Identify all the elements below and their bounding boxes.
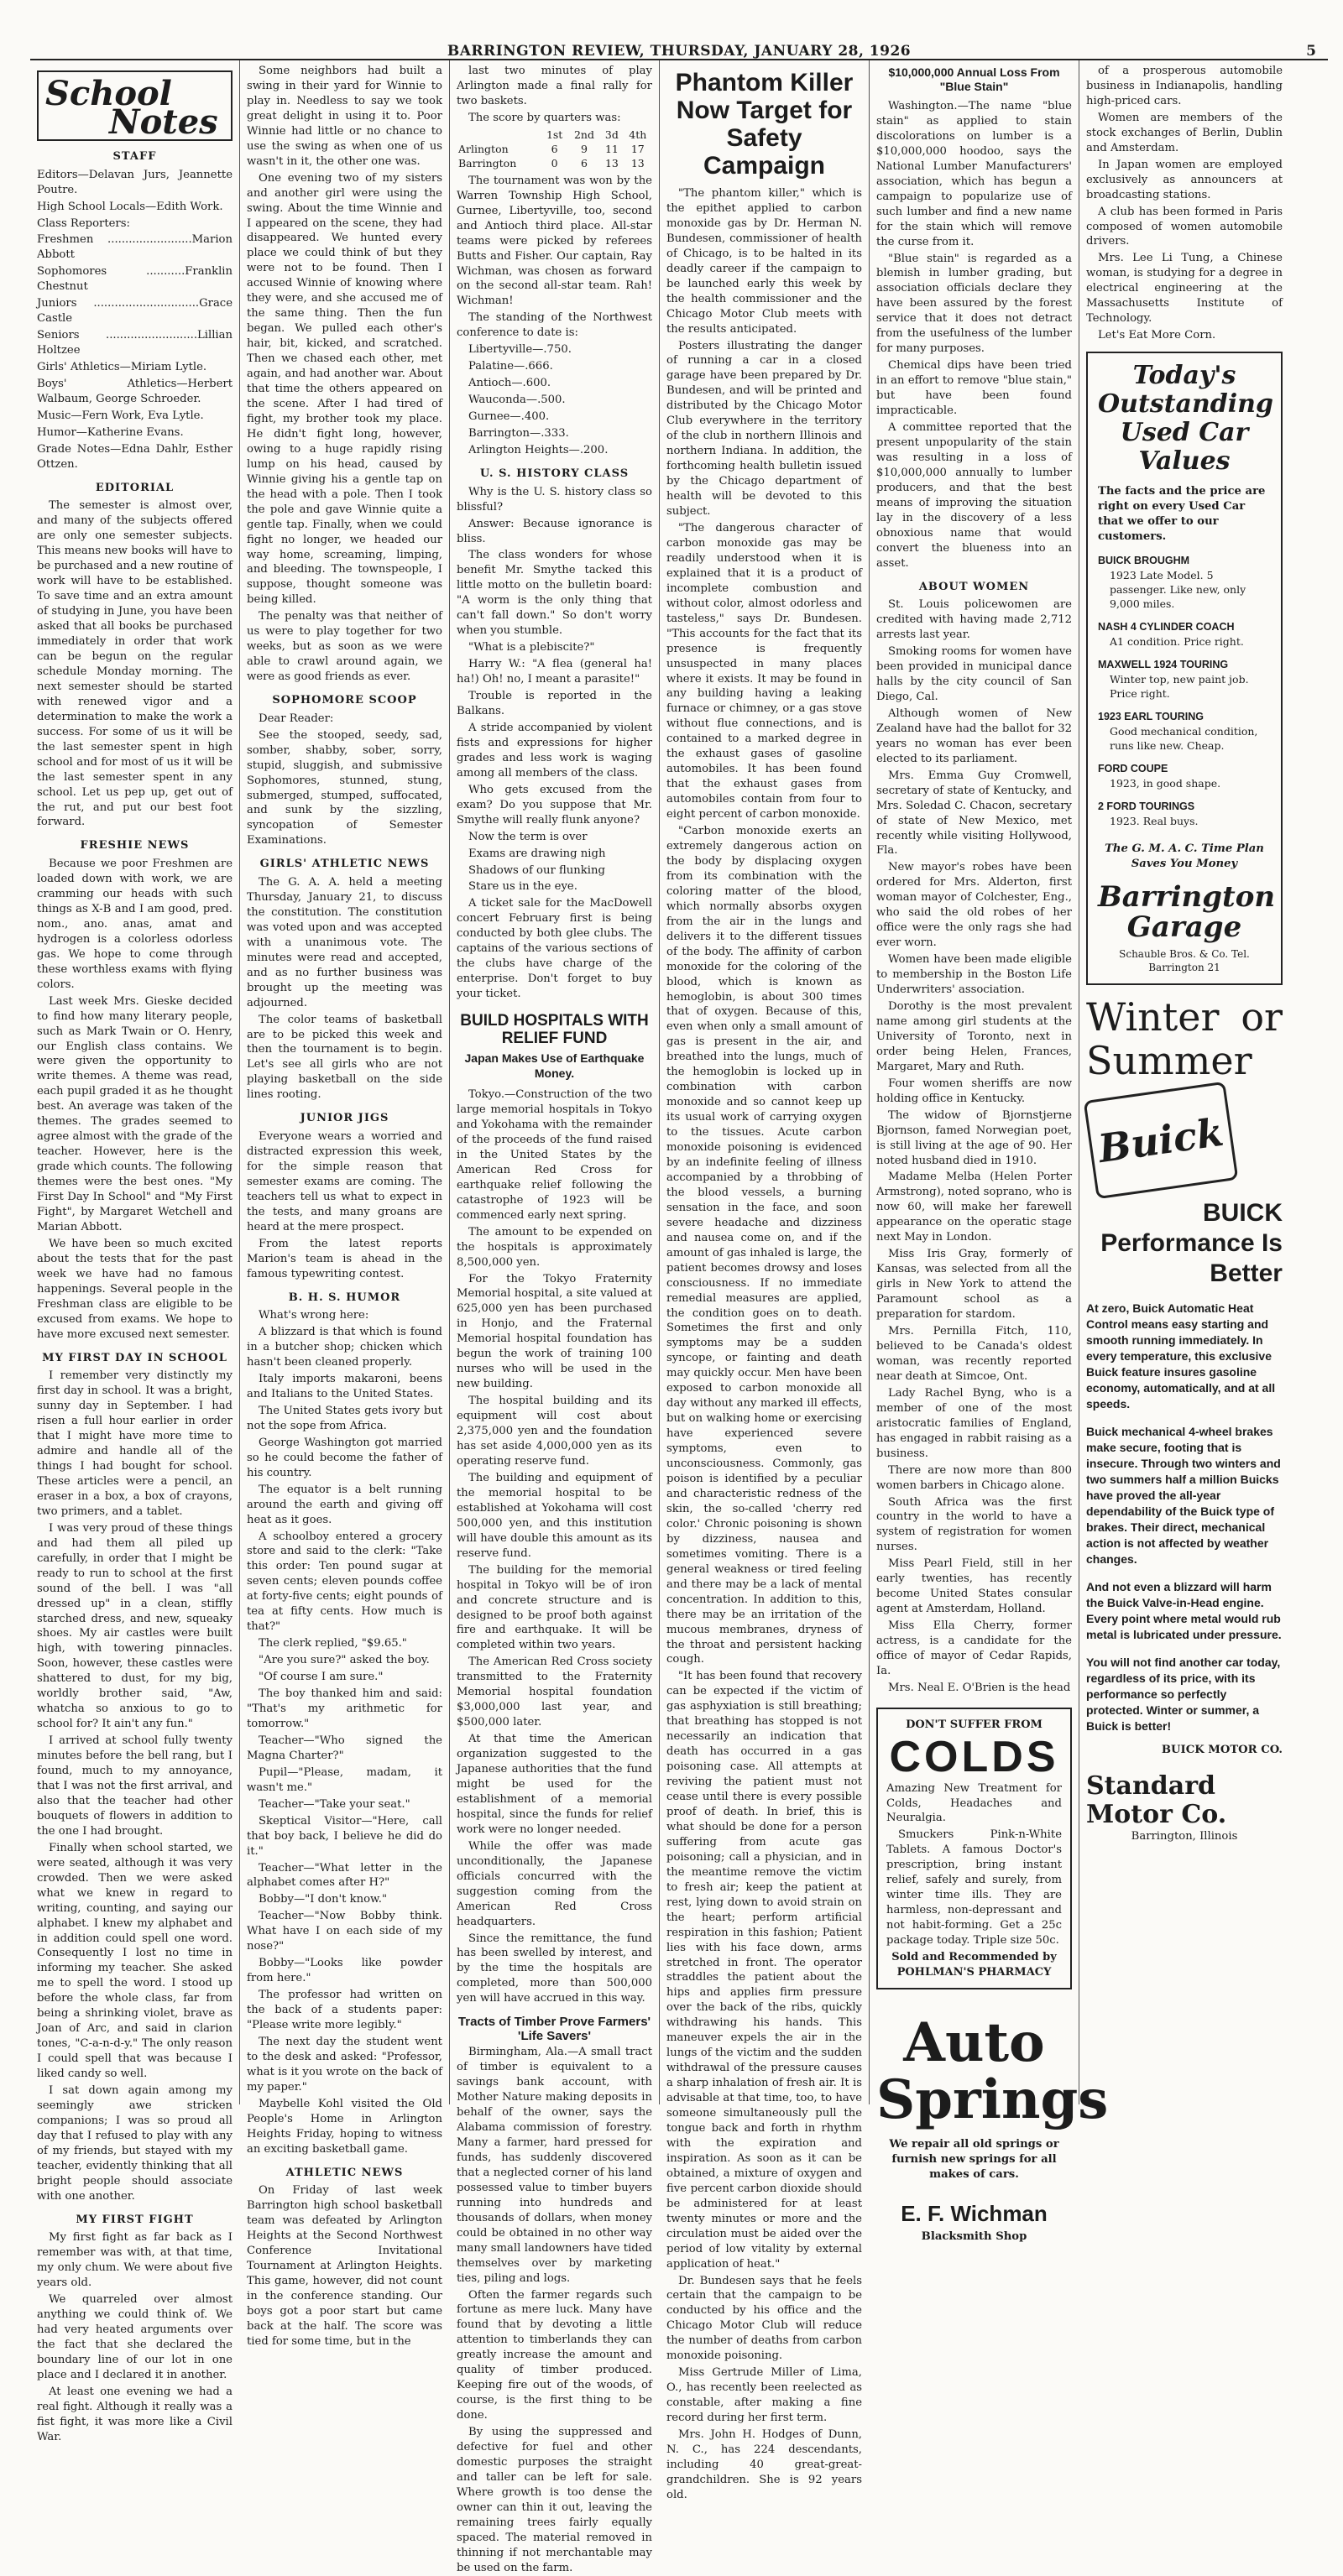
paragraph: Editors—Delavan Jurs, Jeannette Poutre. — [37, 168, 233, 196]
used-car-desc: Good mechanical condition, runs like new. Cheap. — [1110, 724, 1258, 752]
paragraph: The next day the student went to the desk and asked: "Professor, what is it you wrote on the back of my paper." — [247, 2036, 442, 2094]
paragraph: By using the suppressed and defective for fuel and other domestic purposes the straight and taller can be left for sale. Where growth is too dense the owner can thin it out, leaving the remaining trees fairly equally spaced. The material removed in thinning if not merchantable may be used on the farm. — [457, 2426, 652, 2574]
buick-ad-p3: And not even a blizzard will harm the Buick Valve-in-Head engine. Every point where metal would rub metal is lubricated under pressure. — [1086, 1579, 1282, 1641]
score-header-cell — [457, 128, 541, 142]
women-body — [876, 597, 1072, 1696]
garage-ad-title: Today's Outstanding Used Car Values — [1098, 361, 1273, 477]
paragraph: Barrington—.333. — [468, 427, 569, 441]
buick-ad-headline: Winter or Summer — [1086, 993, 1283, 1083]
paragraph: Pupil—"Please, madam, it wasn't me." — [247, 1765, 442, 1794]
used-car-item — [1098, 709, 1271, 753]
paragraph: Chemical dips have been tried in an effort to remove "blue stain," but have been found impracticable. — [876, 359, 1072, 418]
garage-ad — [1086, 352, 1283, 984]
garage-ad-intro: The facts and the price are right on every Used Car that we offer to our customers. — [1098, 485, 1266, 544]
paragraph: Because we poor Freshmen are loaded down with work, we are cramming our heads with such things as X-B and I am good, pred. nom., ano. anas, amat and hydrogen is a colorless odorless gas. We hope to come through these worthless exams with flying colors. — [37, 858, 233, 991]
paragraph: The equator is a belt running around the earth and giving off heat as it goes. — [247, 1483, 442, 1526]
paragraph: Teacher—"What letter in the alphabet comes after H?" — [247, 1861, 442, 1890]
humor-heading: B. H. S. HUMOR — [288, 1291, 401, 1304]
colds-ad-body: Amazing New Treatment for Colds, Headaches and Neuralgia. — [886, 1781, 1062, 1825]
paragraph: Shadows of our flunking — [468, 863, 605, 877]
phantom-body — [666, 186, 862, 2503]
garage-ad-plan: The G. M. A. C. Time Plan Saves You Money — [1105, 842, 1264, 870]
paragraph: Sophomores ...........Franklin Chestnut — [37, 265, 233, 294]
used-car-name: NASH 4 CYLINDER COACH — [1098, 620, 1235, 633]
paragraph: Tokyo.—Construction of the two large memorial hospitals in Tokyo and Yokohama with the remainder of the proceeds of the fund raised in the United States by the American Red Cross for earthquake relief following the catastrophe of 1923 will be commenced early next spring. — [457, 1088, 652, 1222]
buick-ad-p2: Buick mechanical 4-wheel brakes make secure, footing that is insecure. Through two winters and two summers half a million Buicks have proved the all-year dependability of the Buick type of brakes. Their direct, mechanical action is not affected by weather changes. — [1086, 1424, 1281, 1566]
paragraph: Teacher—"Who signed the Magna Charter?" — [247, 1734, 442, 1762]
springs-ad-name: E. F. Wichman — [901, 2201, 1048, 2227]
paragraph: Last week Mrs. Gieske decided to find how many literary people, such as Mark Twain or O. Henry, our English class contains. We were given the opportunity to write themes. A theme was read, each pupil graded it as he thought best. An average was taken of the themes. The grades seemed to agree almost with the grade of the teacher. However, here is the grade which counts. The following themes were the best ones. "My First Day In School" and "My First Fight", by Margaret Wetchell and Marian Abbott. — [37, 994, 233, 1233]
used-car-name: MAXWELL 1924 TOURING — [1098, 658, 1229, 670]
paragraph: At least one evening we had a real fight. Although it really was a fist fight, it was more like a Civil War. — [37, 2385, 233, 2443]
paragraph: Finally when school started, we were seated, although it was very crowded. Then we were asked what we knew in regard to writing, counting, and saying our alphabet. I knew my alphabet and in addition could spell one word. Consequently I lost no time in informing my teacher. She asked me to spell the word. I stood up before the whole class, far from being a shrinking violet, brave as Joan of Arc, and said in clarion tones, "C-a-n-d-y." The only reason I could spell that was because I liked candy so well. — [37, 1841, 233, 2081]
score-cell: 13 — [604, 156, 619, 169]
paragraph: Skeptical Visitor—"Here, call that boy back, I believe he did do it." — [247, 1814, 442, 1858]
buick-ad-town: Barrington, Illinois — [1131, 1830, 1238, 1843]
sophomore-body — [247, 712, 442, 849]
used-car-desc: 1923, in good shape. — [1110, 776, 1221, 790]
used-car-desc: 1923. Real buys. — [1110, 814, 1199, 827]
paragraph: The professor had written on the back of a students paper: "Please write more legibly." — [247, 1989, 442, 2032]
paragraph: Dear Reader: — [259, 712, 334, 725]
paragraph: Boys' Athletics—Herbert Walbaum, George Schroeder. — [37, 378, 233, 406]
column-1 — [30, 60, 240, 2443]
paragraph: Posters illustrating the danger of running a car in a closed garage have been prepared by Dr. Bundesen, and will be printed and distributed by the Chicago Motor Club everywhere in the territory of the club in northern Illinois and northern Indiana. In addition, the forthcoming health bulletin issued by the Chicago department of health will be devoted to this subject. — [666, 339, 862, 519]
staff-list — [37, 168, 233, 472]
column-2 — [240, 60, 450, 2348]
paragraph: While the offer was made unconditionally, the Japanese officials concurred with the suggestion coming from the American Red Cross headquarters. — [457, 1839, 652, 1928]
junior-heading: JUNIOR JIGS — [300, 1112, 389, 1125]
timber-body — [457, 2045, 652, 2575]
paragraph: Lady Rachel Byng, who is a member of one of the most aristocratic families of England, has engaged in rabbit raising as a business. — [876, 1386, 1072, 1460]
paragraph: Now the term is over — [468, 830, 588, 843]
girls-athletic-heading: GIRLS' ATHLETIC NEWS — [259, 858, 430, 871]
first-day-body — [37, 1369, 233, 2203]
buick-logo: Buick — [1084, 1081, 1239, 1199]
used-car-desc: 1923 Late Model. 5 passenger. Like new, only 9,000 miles. — [1110, 568, 1246, 610]
colds-ad-sold: Sold and Recommended by — [891, 1951, 1057, 1964]
paragraph: New mayor's robes have been ordered for Mrs. Alderton, first woman mayor of Colchester, Eng., who said the old robes of her office were the only rags she had ever worn. — [876, 861, 1072, 950]
paragraph: "What is a plebiscite?" — [468, 641, 595, 654]
paragraph: Exams are drawing nigh — [468, 847, 606, 860]
garage-ad-items — [1098, 553, 1271, 828]
staff-heading: STAFF — [112, 150, 157, 163]
paragraph: Stare us in the eye. — [468, 880, 577, 894]
paragraph: A club has been formed in Paris composed of women automobile drivers. — [1086, 205, 1283, 248]
paragraph: Freshmen ........................Marion Abbott — [37, 233, 233, 262]
phantom-headline: Phantom Killer Now Target for Safety Campaign — [675, 69, 854, 180]
paragraph: Gurnee—.400. — [468, 410, 550, 424]
score-cell: 0 — [551, 156, 558, 169]
editorial-heading: EDITORIAL — [95, 481, 175, 494]
paragraph: The clerk replied, "$9.65." — [259, 1637, 407, 1650]
paragraph: Mrs. John H. Hodges of Dunn, N. C., has 224 descendants, including 40 great-great-grandchildren. She is 92 years old. — [666, 2428, 862, 2501]
paragraph: Class Reporters: — [37, 216, 130, 230]
buick-ad-perf: BUICK Performance Is Better — [1100, 1198, 1283, 1287]
paragraph: Humor—Katherine Evans. — [37, 425, 184, 439]
paragraph: Miss Pearl Field, still in her early twenties, has recently become United States consular agent at Amsterdam, Holland. — [876, 1557, 1072, 1616]
paragraph: of a prosperous automobile business in Indianapolis, handling high-priced cars. — [1086, 65, 1283, 107]
women-heading: ABOUT WOMEN — [918, 580, 1030, 593]
paragraph: Mrs. Pernilla Fitch, 110, believed to be Canada's oldest woman, was recently reported near death at Simcoe, Ont. — [876, 1325, 1072, 1383]
paragraph: The G. A. A. held a meeting Thursday, January 21, to discuss the constitution. The constitution was voted upon and was accepted with a unanimous vote. The minutes were read and accepted, and as no further business was brought up the meeting was adjourned. — [247, 876, 442, 1009]
paragraph: Libertyville—.750. — [468, 343, 572, 357]
paragraph: Smoking rooms for women have been provided in municipal dance halls by the city council of San Diego, Cal. — [876, 645, 1072, 703]
paragraph: The widow of Bjornstjerne Bjornson, famed Norwegian poet, is still living at the age of 90. Her noted husband died in 1910. — [876, 1108, 1072, 1167]
paragraph: Mrs. Lee Li Tung, a Chinese woman, is studying for a degree in electrical engineering at the Massachusetts Institute of Technology. — [1086, 252, 1283, 326]
paragraph: Music—Fern Work, Eva Lytle. — [37, 409, 204, 422]
paragraph: Arlington Heights—.200. — [468, 444, 609, 457]
used-car-item — [1098, 799, 1271, 828]
paragraph: The United States gets ivory but not the sope from Africa. — [247, 1404, 442, 1432]
paragraph: Everyone wears a worried and distracted expression this week, for the simple reason that semester exams are coming. The teachers tell us what to expect in the tests, and many groans are heard at the mere prospect. — [247, 1129, 442, 1233]
paragraph: Four women sheriffs are now holding office in Kentucky. — [876, 1077, 1072, 1105]
paragraph: At that time the American organization suggested to the Japanese authorities that the fund might be used for the establishment of a memorial hospital, since the funds for relief work were no longer needed. — [457, 1733, 652, 1836]
paragraph: Since the remittance, the fund has been swelled by interest, and by the time the hospitals are completed, more than 500,000 yen will have accrued in this way. — [457, 1932, 652, 2005]
paragraph: The hospital building and its equipment will cost about 2,375,000 yen and the foundation has set aside 4,000,000 yen as its operating reserve fund. — [457, 1395, 652, 1468]
paragraph: Miss Gertrude Miller of Lima, O., has recently been reelected as constable, after making a fine record during her first term. — [666, 2366, 862, 2425]
paragraph: See the stooped, seedy, sad, somber, shabby, sober, sorry, stupid, sluggish, and submissive Sophomores, stunned, stung, submerged, stumped, suffocated, and sunk by the sizzling, syncopation of Semester Examinations. — [247, 728, 442, 847]
used-car-name: 1923 EARL TOURING — [1098, 710, 1204, 722]
score-header-cell: 3d — [604, 128, 619, 141]
dateline: BARRINGTON REVIEW, THURSDAY, JANUARY 28, 1926 — [447, 43, 912, 60]
girls-athletic-body — [247, 875, 442, 1103]
paragraph: I sat down again among my seemingly awe stricken companions; I was so proud all day that I refused to play with any of my friends, but stayed with my teacher, evidently thinking that all bright people should associate with one another. — [37, 2084, 233, 2203]
paragraph: Palatine—.666. — [468, 360, 553, 373]
paragraph: A ticket sale for the MacDowell concert February first is being conducted by both glee clubs. The captains of the various sections of the clubs have charge of the enterprise. Don't forget to buy your ticket. — [457, 897, 652, 1001]
paragraph: Mrs. Neal E. O'Brien is the head — [888, 1681, 1071, 1694]
paragraph: Washington.—The name "blue stain" as applied to stain discolorations on lumber is a $10,000,000 hoodoo, says the National Lumber Manufacturers' association, which has begun a campaign to popularize use of such lumber and find a new name for the stain which will remove the curse from it. — [876, 100, 1072, 248]
school-notes-logo — [37, 70, 233, 141]
athletic-more — [457, 174, 652, 458]
paragraph: Dorothy is the most prevalent name among girl students at the University of Toronto, next in order being Helen, Frances, Margaret, Mary and Ruth. — [876, 1000, 1072, 1073]
score-cell: 9 — [580, 142, 588, 155]
timber-headline: Tracts of Timber Prove Farmers' 'Life Savers' — [457, 2015, 651, 2044]
athletic-heading: ATHLETIC NEWS — [285, 2166, 404, 2179]
paragraph: Teacher—"Take your seat." — [259, 1797, 410, 1811]
used-car-desc: A1 condition. Price right. — [1110, 634, 1244, 648]
humor-body — [247, 1308, 442, 2156]
score-header-cell: 2nd — [573, 128, 594, 141]
athletic-continued — [457, 64, 652, 126]
paragraph: South Africa was the first country in the world to have a system of registration for women nurses. — [876, 1495, 1072, 1554]
paragraph: "Blue stain" is regarded as a blemish in lumber grading, but association officials declare they have been assured by the forest service that it does not detract from the usefulness of the lumber for many purposes. — [876, 252, 1072, 356]
used-car-item — [1098, 619, 1271, 649]
garage-ad-address: Schauble Bros. & Co. Tel. Barrington 21 — [1119, 947, 1250, 974]
score-header-cell: 1st — [546, 128, 563, 141]
logo-word-school: School — [45, 74, 172, 113]
paragraph: George Washington got married so he could become the father of his country. — [247, 1436, 442, 1479]
column-5 — [870, 60, 1109, 2243]
paragraph: "The dangerous character of carbon monoxide gas may be readily understood when it is explained that it is a product of incomplete combustion and without color, almost odorless and tasteless," says Dr. Bundesen. "This accounts for the fact that its presence is frequently unsuspected in many places where it exists. It may be found in any building having a leaking furnace or chimney, or a gas stove without flue connections, and is contained to a marked degree in the exhaust gases of gasoline automobiles. It has been found that the exhaust gases from automobiles contain from four to eight percent of carbon monoxide. — [666, 521, 862, 821]
paragraph: The penalty was that neither of us were to play together for two weeks, but as soon as we were able to crawl around again, we were as good friends as ever. — [247, 610, 442, 684]
page-number: 5 — [1306, 43, 1316, 60]
sophomore-heading: SOPHOMORE SCOOP — [272, 694, 417, 707]
paragraph: "Of course I am sure." — [259, 1671, 384, 1684]
score-header-cell: 4th — [629, 128, 647, 141]
paragraph: last two minutes of play Arlington made a final rally for two baskets. — [457, 65, 652, 107]
paragraph: Teacher—"Now Bobby think. What have I on each side of my nose?" — [247, 1910, 442, 1953]
paragraph: I arrived at school fully twenty minutes before the bell rang, but I found, much to my annoyance, that I was not the first arrival, and also that the teacher had other bouquets of flowers in addition to the one I had brought. — [37, 1734, 233, 1838]
logo-word-notes: Notes — [109, 102, 218, 142]
paragraph: A committee reported that the present unpopularity of the stain was resulting in a loss of $10,000,000 annually to lumber producers, and that the best means of improving the situation lay in the discovery of a less obnoxious name that would convert the blueness into an asset. — [876, 421, 1072, 570]
paragraph: "The phantom killer," which is the epithet applied to carbon monoxide gas by Dr. Herman N. Bundesen, commissioner of health of Chicago, is to be halted in its deadly career if the campaign to be launched early this week by the health commissioner and the Chicago Motor Club meets with the results anticipated. — [666, 187, 862, 336]
paragraph: The standing of the Northwest conference to date is: — [457, 311, 652, 340]
used-car-item — [1098, 761, 1271, 790]
springs-ad-shop: Blacksmith Shop — [921, 2229, 1027, 2243]
score-table — [457, 128, 652, 170]
paragraph: St. Louis policewomen are credited with having made 2,712 arrests last year. — [876, 598, 1072, 642]
freshie-heading: FRESHIE NEWS — [80, 839, 190, 853]
paragraph: "Carbon monoxide exerts an extremely dangerous action on the body by displacing oxygen from its combination with the coloring matter of the blood, which normally absorbs oxygen from the air in the lungs and delivers it to the different tissues of the body. The affinity of carbon monoxide for the coloring of the blood, which is known as hemoglobin, is about 300 times that of oxygen. Because of this, even when only a small amount of gas is present in the air, and breathed into the lungs, much of the hemoglobin is locked up in combination with carbon monoxide and so cannot keep up its usual work of carrying oxygen to the tissues. Acute carbon monoxide poisoning is evidenced by an indefinite feeling of illness accompanied by a throbbing of the blood vessels, a burning sensation in the face, and soon severe headache and dizziness and nausea come on, and if the amount of gas inhaled is large, the patient becomes drowsy and loses consciousness. If no immediate remedial measures are applied, the condition goes on to death. Sometimes the first and only symptoms may be a sudden syncope, or fainting and death may quickly occur. Men have been exposed to carbon monoxide all day without any marked ill effects, but on walking home or exercising have experienced severe symptoms, even to unconsciousness. Commonly, gas poison is identified by a peculiar and characteristic redness of the skin, the so-called 'cherry red color.' Chronic poisoning is shown by dizziness, nausea and sometimes vomiting. There is a general weakness or tired feeling and there may be a lack of mental concentration. In addition to this, there may be an irritation of the mucous membranes, dryness of the throat and persistent hacking cough. — [666, 825, 862, 1666]
used-car-name: FORD COUPE — [1098, 762, 1168, 774]
paragraph: I was very proud of these things and had them all piled up carefully, in order that I might be ready to run to school at the first sound of the bell. I was "all dressed up" in a clean, stiffly starched dress, and new, squeaky shoes. My air castles were built high, with towering pinnacles. Soon, however, these castles were shattered to dust, for my big, worldly brother said, "Aw, whatcha so anxious to go to school for? It ain't any fun." — [37, 1521, 233, 1731]
paragraph: Often the farmer regards such fortune as mere luck. Many have found that by devoting a little attention to timberlands they can greatly increase the amount and quality of timber produced. Keeping fire out of the woods, of course, is the first thing to be done. — [457, 2288, 652, 2422]
paragraph: The class wonders for whose benefit Mr. Smythe tacked this little motto on the bulletin board: "A worm is the only thing that can't fall down." So don't worry when you stumble. — [457, 549, 652, 638]
column-4 — [660, 60, 870, 2501]
paragraph: A blizzard is that which is found in a butcher shop; chicken which hasn't been cleaned properly. — [247, 1326, 442, 1369]
buick-ad-p1: At zero, Buick Automatic Heat Control means easy starting and smooth running immediately. In every temperature, this exclusive Buick feature insures gasoline economy, automatically, and at all speeds. — [1086, 1301, 1276, 1411]
paragraph: Antioch—.600. — [468, 377, 551, 390]
paragraph: The building for the memorial hospital in Tokyo will be of iron and concrete structure and is designed to be proof both against fire and earthquake. It will be completed within two years. — [457, 1563, 652, 1652]
paragraph: From the latest reports Marion's team is ahead in the famous typewriting contest. — [247, 1237, 442, 1280]
score-cell: Arlington — [458, 142, 509, 155]
paragraph: Birmingham, Ala.—A small tract of timber is equivalent to a savings bank account, with Mother Nature making deposits in behalf of the owner, says the Alabama commission of forestry. Many a farmer, hard pressed for funds, has suddenly discovered that a neglected corner of his land possessed value to timber buyers running into hundreds and thousands of dollars, when money could be obtained in no other way many small landowners have tided themselves over by marketing ties, piling and logs. — [457, 2046, 652, 2285]
editorial-body — [37, 498, 233, 830]
paragraph: Bobby—"I don't know." — [259, 1893, 388, 1906]
paragraph: I remember very distinctly my first day in school. It was a bright, sunny day in September. I had risen a full hour earlier in order that I might have more time to admire and handle all of the things I had bought for school. These articles were a pencil, an eraser in a box, a box of crayons, two primers, and a tablet. — [37, 1369, 233, 1518]
history-body — [457, 485, 652, 1002]
paragraph: Answer: Because ignorance is bliss. — [457, 517, 652, 545]
paragraph: High School Locals—Edith Work. — [37, 200, 223, 213]
paragraph: What's wrong here: — [259, 1309, 369, 1322]
column-6 — [1079, 60, 1289, 2104]
masthead — [30, 8, 1328, 60]
colds-ad-body2: Smuckers Pink-n-White Tablets. A famous Doctor's prescription, bring instant relief, safely and surely, from winter time ills. They are harmless, non-depressant and not habit-forming. Get a 25c package today. Triple size 50c. — [886, 1828, 1062, 1948]
paragraph: Mrs. Emma Guy Cromwell, secretary of state of Kentucky, and Mrs. Soledad C. Chacon, secretary of state of New Mexico, met recently while visiting Hollywood, Fla. — [876, 769, 1072, 858]
colds-ad-line1: DON'T SUFFER FROM — [906, 1718, 1043, 1731]
paragraph: One evening two of my sisters and another girl were using the swing. About the time Winnie and I appeared on the scene, they had disappeared. We hunted every place we could think of but they were not to be found. Then I accused Winnie of knowing where they were, and she accused me of the same thing. Then the fun began. We pulled each other's hair, bit, kicked, and scratched. Then we chased each other, met again, and had another war. About that time the others appeared on the scene. After I had tired of fight, my brother took my place. He didn't fight long, however, owing to a huge rapidly rising lump on his head, caused by Winnie giving his a gentle tap on the head with a pole. Then I took the pole and gave Winnie quite a gentle tap. Finally, when we could fight no longer, we headed our way home, screaming, limping, and bleeding. The townspeople, I suppose, thought someone was being killed. — [247, 171, 442, 607]
paragraph: Let's Eat More Corn. — [1098, 329, 1216, 342]
freshie-body — [37, 857, 233, 1343]
paragraph: A schoolboy entered a grocery store and said to the clerk: "Take this order: Ten pound sugar at seven cents; eleven pounds coffee at forty-five cents; eight pounds of tea at fifty cents. How much is that?" — [247, 1530, 442, 1634]
paragraph: The amount to be expended on the hospitals is approximately 8,500,000 yen. — [457, 1225, 652, 1269]
used-car-item — [1098, 657, 1271, 701]
score-cell: 6 — [551, 142, 558, 155]
paragraph: Dr. Bundesen says that he feels certain that the campaign to be conducted by his office and the Chicago Motor Club will reduce the number of deaths from carbon monoxide poisoning. — [666, 2274, 862, 2363]
paragraph: The score by quarters was: — [468, 111, 621, 124]
paragraph: My first fight as far back as I remember was with, at that time, my only chum. We were about five years old. — [37, 2231, 233, 2290]
paragraph: On Friday of last week Barrington high school basketball team was defeated by Arlington Heights at the Second Northwest Conference Invitational Tournament at Arlington Heights. This game, however, did not count in the conference standing. Our boys got a poor start but came back at the half. The score was tied for some time, but in the — [247, 2184, 442, 2348]
hospitals-headline: BUILD HOSPITALS WITH RELIEF FUND — [460, 1012, 649, 1048]
paragraph: Maybelle Kohl visited the Old People's Home in Arlington Heights Friday, hoping to witness an exciting basketball game. — [247, 2097, 442, 2156]
buick-ad — [1086, 995, 1283, 1845]
paragraph: The color teams of basketball are to be picked this week and then the tournament is to begin. Let's see all girls who are not playing basketball on the side lines rooting. — [247, 1013, 442, 1102]
junior-body — [247, 1129, 442, 1282]
hospitals-body — [457, 1087, 652, 2006]
garage-ad-name: Barrington Garage — [1098, 879, 1276, 944]
paragraph: There are now more than 800 women barbers in Chicago alone. — [876, 1463, 1072, 1492]
paragraph: Who gets excused from the exam? Do you suppose that Mr. Smythe will really flunk anyone? — [457, 783, 652, 827]
score-cell: 13 — [630, 156, 645, 169]
columns — [30, 60, 1328, 2574]
colds-ad-title: COLDS — [889, 1732, 1059, 1781]
paragraph: Grade Notes—Edna Dahlr, Esther Ottzen. — [37, 442, 233, 471]
buick-ad-maker: BUICK MOTOR CO. — [1161, 1743, 1283, 1756]
paragraph: The tournament was won by the Warren Township High School, Gurnee, Libertyville, too, second and Antioch third place. All-star teams were picked by referees Butts and Fisher. Our captain, Ray Wichman, was chosen as forward on the second all-star team. Rah! Wichman! — [457, 174, 652, 308]
paragraph: Women are members of the stock exchanges of Berlin, Dublin and Amsterdam. — [1086, 111, 1283, 154]
paragraph: The American Red Cross society transmitted to the Fraternity Memorial hospital foundation $3,000,000 last year, and $500,000 later. — [457, 1656, 652, 1729]
blue-stain-headline: $10,000,000 Annual Loss From "Blue Stain" — [888, 65, 1060, 93]
paragraph: Juniors ..............................Grace Castle — [37, 297, 233, 326]
paragraph: Trouble is reported in the Balkans. — [457, 690, 652, 717]
paragraph: In Japan women are employed exclusively as announcers at broadcasting stations. — [1086, 158, 1283, 201]
used-car-item — [1098, 553, 1271, 611]
paragraph: A stride accompanied by violent fists and expressions for higher grades and less work is waging among all members of the class. — [457, 721, 652, 780]
paragraph: Some neighbors had built a swing in their yard for Winnie to play in. Needless to say we took great delight in using it to. Poor Winnie had little or no chance to use the swing as when one of us wasn't in it, the other one was. — [247, 65, 442, 168]
paragraph: The semester is almost over, and many of the subjects offered are only one semester subjects. This means new books will have to be purchased and a new routine of work will have to be established. To save time and an extra amount of studying in June, you have been asked that all books be purchased immediately in order that work can be begun on the regular schedule Monday morning. The next semester should be started with renewed vigor and a determination to make the work a success. For some of us it will be the last semester spent in high school and for most of us it will be the last semester spent in any school. Let us pep up, get out of the rut, and put our best foot forward. — [37, 499, 233, 829]
paragraph: We quarreled over almost anything we could think of. We had very heated arguments over the fact that she declared the boundary line of our lot in one place and I declared it in another. — [37, 2293, 233, 2381]
score-cell: 11 — [604, 142, 619, 155]
paragraph: Wauconda—.500. — [468, 394, 566, 407]
paragraph: Seniors ..........................Lillian Holtzee — [37, 329, 233, 357]
score-cell: Barrington — [458, 156, 517, 169]
buick-ad-dealer: Standard Motor Co. — [1086, 1771, 1227, 1830]
athletic-body — [247, 2183, 442, 2349]
springs-ad-title: Auto Springs — [876, 2011, 1109, 2132]
paragraph: Harry W.: "A flea (general ha! ha!) Oh! no, I meant a parasite!" — [457, 658, 652, 686]
score-header-row — [457, 128, 652, 142]
first-day-heading: MY FIRST DAY IN SCHOOL — [42, 1351, 227, 1364]
paragraph: Although women of New Zealand have had the ballot for 32 years no woman has ever been elected to its parliament. — [876, 707, 1072, 765]
first-fight-continued — [247, 64, 442, 685]
paragraph: Why is the U. S. history class so blissful? — [457, 485, 652, 514]
paragraph: Women have been made eligible to membership in the Boston Life Underwriters' association. — [876, 953, 1072, 997]
first-fight-heading: MY FIRST FIGHT — [76, 2213, 194, 2226]
paragraph: Italy imports makaroni, beens and Italians to the United States. — [247, 1372, 442, 1400]
paragraph: "Are you sure?" asked the boy. — [259, 1654, 430, 1667]
score-row — [457, 156, 652, 170]
paragraph: Miss Ella Cherry, former actress, is a candidate for the office of mayor of Cedar Rapids, Ia. — [876, 1619, 1072, 1677]
used-car-name: 2 FORD TOURINGS — [1098, 800, 1195, 812]
first-fight-body — [37, 2230, 233, 2444]
paragraph: "It has been found that recovery can be expected if the victim of gas asphyxiation is still breathing; that breathing has stopped is not necessarily an indication that death has occurred in a gas poisoning case. All attempts at reviving the patient must not cease until there is every possible proof of death. In brief, this is what should be done for a person suffering from acute gas poisoning; call a physician, and in the meantime remove the victim to fresh air; keep the patient at rest, lying down to avoid strain on the heart; perform artificial respiration in this fashion; Patient lies with his face down, arms stretched in front. The operator straddles the patient about the hips and applies firm pressure over the back of the ribs, quickly withdrawing his hands. This maneuver expels the air in the lungs of the victim and the sudden withdrawal of the pressure causes a sharp inhalation of fresh air. It is advisable at that time, too, to have someone simultaneously pull the tongue back and forth in rhythm with the expiration and inspiration. As soon as it can be obtained, a mixture of oxygen and five percent carbon dioxide should be administered for at least twenty minutes or more and the circulation must be aided over the period of low vitality by external application of heat." — [666, 1670, 862, 2271]
column-3 — [450, 60, 660, 2574]
score-cell: 6 — [580, 156, 588, 169]
buick-ad-p4: You will not find another car today, regardless of its price, with its performance so perfectly protected. Winter or summer, a Buick is better! — [1086, 1655, 1281, 1733]
score-cell: 17 — [630, 142, 645, 155]
hospitals-deck: Japan Makes Use of Earthquake Money. — [464, 1051, 645, 1081]
history-heading: U. S. HISTORY CLASS — [479, 467, 630, 480]
used-car-desc: Winter top, new paint job. Price right. — [1110, 672, 1249, 700]
used-car-name: BUICK BROUGHM — [1098, 554, 1190, 566]
paragraph: Miss Iris Gray, formerly of Kansas, was selected from all the girls in New York to attend the Paramount school as a preparation for stardom. — [876, 1248, 1072, 1322]
colds-ad-store: POHLMAN'S PHARMACY — [896, 1965, 1052, 1979]
paragraph: Madame Melba (Helen Porter Armstrong), noted soprano, who is now 60, will make her farewell appearance on the operatic stage next May in London. — [876, 1171, 1072, 1244]
women-continued — [1086, 64, 1283, 343]
paragraph: The building and equipment of the memorial hospital to be established at Yokohama will cost 500,000 yen, and this institution will have double this amount as its reserve fund. — [457, 1471, 652, 1560]
score-row — [457, 142, 652, 156]
paragraph: The boy thanked him and said: "That's my arithmetic for tomorrow." — [247, 1687, 442, 1730]
paragraph: For the Tokyo Fraternity Memorial hospital, a site valued at 625,000 yen has been purchased in Honjo, and the Fraternal Memorial hospital foundation has begun the work of training 100 nurses who will be used in the new building. — [457, 1272, 652, 1391]
springs-ad-body: We repair all old springs or furnish new springs for all makes of cars. — [889, 2138, 1059, 2182]
paragraph: We have been so much excited about the tests that for the past week we have had no famous happenings. Several people in the Freshman class are eligible to be excused from exams. We hope to have more excused next semester. — [37, 1237, 233, 1341]
colds-ad — [876, 1708, 1072, 1990]
paragraph: Girls' Athletics—Miriam Lytle. — [37, 361, 207, 374]
blue-stain-body — [876, 99, 1072, 571]
paragraph: Bobby—"Looks like powder from here." — [247, 1957, 442, 1985]
